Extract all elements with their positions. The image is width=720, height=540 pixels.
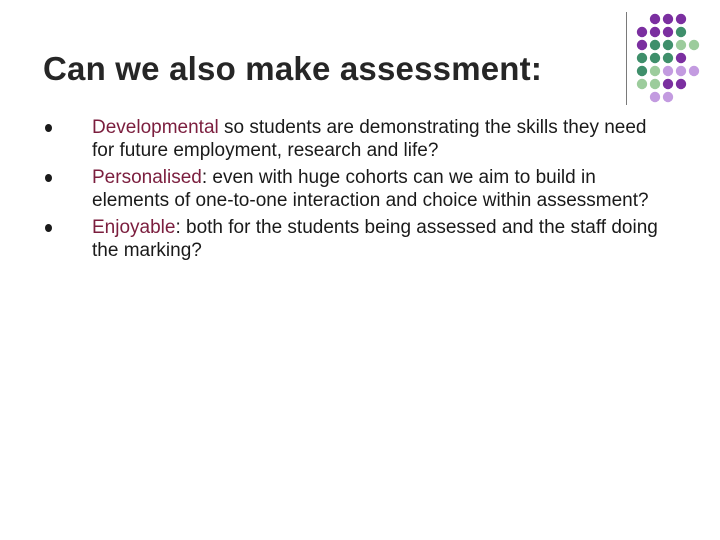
bullet-dot-icon [45, 224, 52, 232]
decorative-dot [663, 79, 673, 89]
decorative-dot [676, 27, 686, 37]
bullet-text: : both for the students being assessed and the staff doing the marking? [92, 217, 658, 261]
decorative-dot [676, 79, 686, 89]
decorative-dot [676, 14, 686, 24]
decorative-dot [637, 66, 647, 76]
decorative-dot [650, 92, 660, 102]
decorative-dot [650, 53, 660, 63]
bullet-item-enjoyable [40, 216, 670, 262]
decorative-dot [663, 92, 673, 102]
bullet-dot-icon [45, 124, 52, 132]
decorative-dot [676, 53, 686, 63]
decorative-dot [650, 14, 660, 24]
bullet-item-developmental [40, 116, 670, 162]
decorative-dot [689, 40, 699, 50]
decorative-divider-line [626, 12, 627, 105]
decorative-dot [676, 66, 686, 76]
slide-title: Can we also make assessment: [43, 50, 543, 87]
bullet-dot-icon [45, 174, 52, 182]
decorative-dot [689, 66, 699, 76]
decorative-dot [650, 40, 660, 50]
bullet-text: so students are demonstrating the skills they need for future employment, research and life? [92, 117, 647, 161]
decorative-dot [650, 27, 660, 37]
decorative-dot [663, 53, 673, 63]
decorative-dot [637, 53, 647, 63]
decorative-dot [637, 40, 647, 50]
bullet-keyword: Enjoyable [92, 217, 176, 238]
decorative-dot [637, 79, 647, 89]
decorative-dot-grid [636, 13, 720, 105]
bullet-keyword: Personalised [92, 167, 202, 188]
decorative-dot [663, 27, 673, 37]
bullet-keyword: Developmental [92, 117, 219, 138]
decorative-dot [663, 66, 673, 76]
bullet-item-personalised [40, 166, 670, 212]
bullet-text: : even with huge cohorts can we aim to build in elements of one-to-one interaction and choice within assessment? [92, 167, 649, 211]
decorative-dot [663, 40, 673, 50]
decorative-dot [650, 79, 660, 89]
decorative-dot [637, 27, 647, 37]
decorative-dot [663, 14, 673, 24]
bullet-list [40, 116, 670, 266]
decorative-dot [650, 66, 660, 76]
decorative-dot [676, 40, 686, 50]
